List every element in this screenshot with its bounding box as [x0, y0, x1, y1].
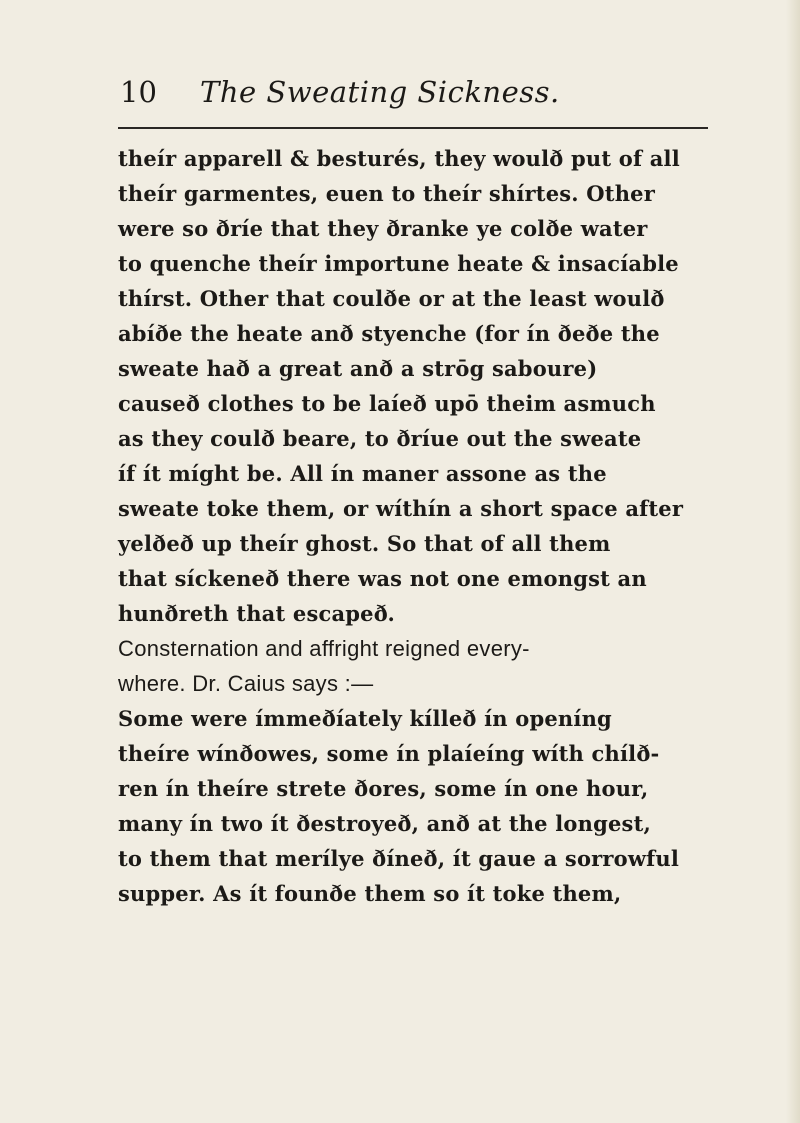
- text-line: yelðeð up theír ghost. So that of all them: [118, 531, 611, 556]
- running-title: The Sweating Sickness.: [200, 75, 560, 109]
- page-header: [120, 72, 700, 112]
- text-line: Consternation and affright reigned every-: [118, 636, 530, 661]
- text-line: sweate hað a great anð a strōg sabourе): [118, 356, 598, 381]
- text-line: were so ðríe that they ðranke ye colðe water: [118, 216, 648, 241]
- text-line: ren ín theíre strete ðores, some ín one hour,: [118, 776, 649, 801]
- text-line: theír garmentes, euen to theír shírtes. Other: [118, 181, 655, 206]
- text-line: Some were ímmeðíately kílleð ín openíng: [118, 706, 612, 731]
- text-line: theír apparell & besturés, they woulð put of all: [118, 146, 680, 171]
- text-line: causeð clothes to be laíeð upō theim asmuch: [118, 391, 656, 416]
- text-line: to them that merílye ðíneð, ít gaue a sorrowful: [118, 846, 680, 871]
- header-rule: [118, 127, 708, 129]
- text-line: sweate toke them, or wíthín a short space after: [118, 496, 684, 521]
- text-line: thírst. Other that coulðe or at the least woulð: [118, 286, 665, 311]
- text-line: hunðreth that escapeð.: [118, 601, 396, 626]
- body-text: [118, 141, 708, 911]
- text-line: that síckeneð there was not one emongst an: [118, 566, 647, 591]
- text-line: theíre wínðowes, some ín plaíeíng wíth chílð-: [118, 741, 660, 766]
- text-line: where. Dr. Caius says :—: [118, 671, 374, 696]
- text-line: íf ít míght be. All ín maner assone as the: [118, 461, 607, 486]
- text-line: abíðe the heate anð styenche (for ín ðeðe the: [118, 321, 660, 346]
- text-line: to quenche theír importune heate & insacíable: [118, 251, 679, 276]
- page-number: 10: [120, 75, 157, 109]
- page-edge-shadow: [786, 0, 800, 1123]
- text-line: as they coulð beare, to ðríue out the sweate: [118, 426, 642, 451]
- text-line: many ín two ít ðestroyeð, anð at the longest,: [118, 811, 651, 836]
- text-line: supper. As ít founðe them so ít toke them,: [118, 881, 622, 906]
